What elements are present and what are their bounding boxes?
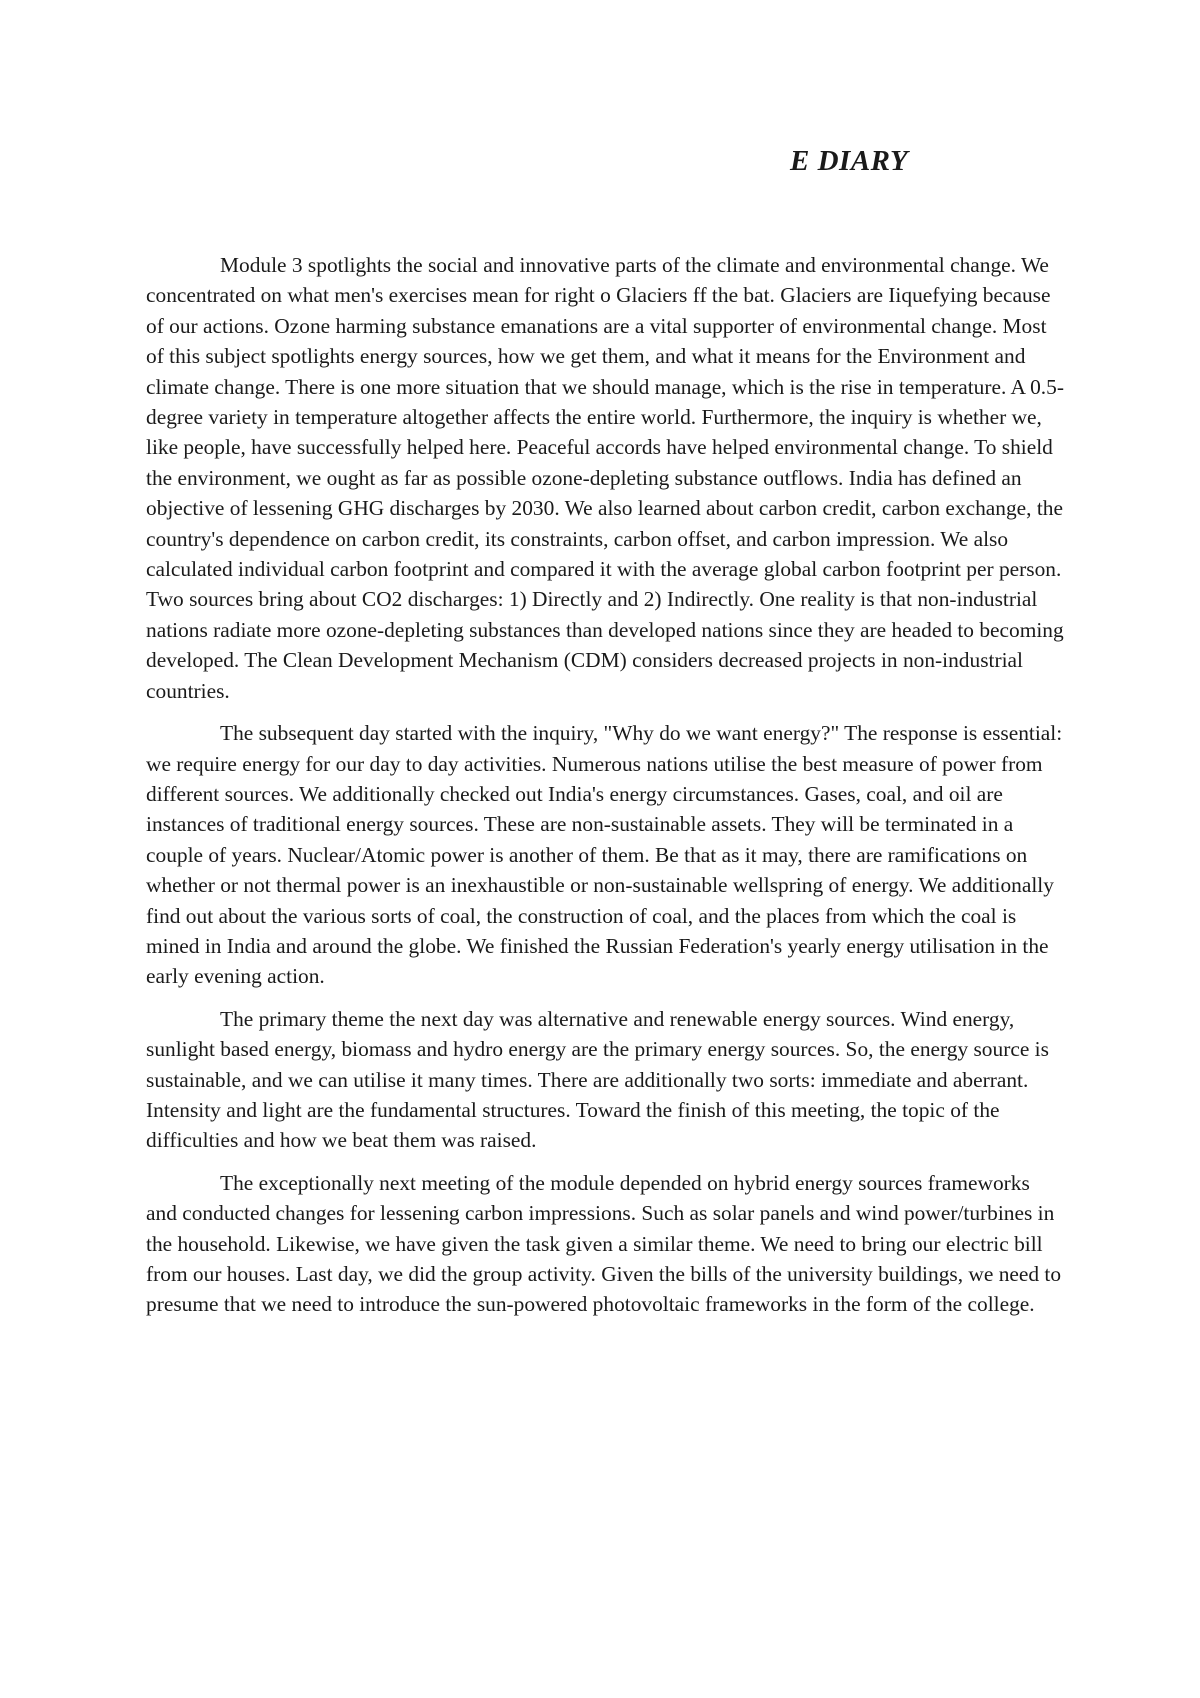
- paragraph-3: The primary theme the next day was alternative and renewable energy sources. Wind energy, sunlight based energy, biomass and hydro energy are the primary energy sources. So, the energy source is sustainable, and we can utilise it many times. There are additionally two sorts: immediate and aberrant. Intensity and light are the fundamental structures. Toward the finish of this meeting, the topic of the difficulties and how we beat them was raised.: [146, 1006, 1049, 1153]
- document-title: E DIARY: [790, 145, 909, 177]
- paragraph-1: Module 3 spotlights the social and innovative parts of the climate and environmental change. We concentrated on what men's exercises mean for right o Glaciers ff the bat. Glaciers are Iiquefying because of our actions. Ozone harming substance emanations are a vital supporter of environmental change. Most of this subject spotlights energy sources, how we get them, and what it means for the Environment and climate change. There is one more situation that we should manage, which is the rise in temperature. A 0.5-degree variety in temperature altogether affects the entire world. Furthermore, the inquiry is whether we, like people, have successfully helped here. Peaceful accords have helped environmental change. To shield the environment, we ought as far as possible ozone-depleting substance outflows. India has defined an objective of lessening GHG discharges by 2030. We also learned about carbon credit, carbon exchange, the country's dependence on carbon credit, its constraints, carbon offset, and carbon impression. We also calculated individual carbon footprint and compared it with the average global carbon footprint per person. Two sources bring about CO2 discharges: 1) Directly and 2) Indirectly. One reality is that non-industrial nations radiate more ozone-depleting substances than developed nations since they are headed to becoming developed. The Clean Development Mechanism (CDM) considers decreased projects in non-industrial countries.: [146, 253, 1064, 703]
- paragraph-2: The subsequent day started with the inquiry, "Why do we want energy?" The response is essential: we require energy for our day to day activities. Numerous nations utilise the best measure of power from different sources. We additionally checked out India's energy circumstances. Gases, coal, and oil are instances of traditional energy sources. These are non-sustainable assets. They will be terminated in a couple of years. Nuclear/Atomic power is another of them. Be that as it may, there are ramifications on whether or not thermal power is an inexhaustible or non-sustainable wellspring of energy. We additionally find out about the various sorts of coal, the construction of coal, and the places from which the coal is mined in India and around the globe. We finished the Russian Federation's yearly energy utilisation in the early evening action.: [146, 721, 1063, 989]
- paragraph-4: The exceptionally next meeting of the module depended on hybrid energy sources frameworks and conducted changes for lessening carbon impressions. Such as solar panels and wind power/turbines in the household. Likewise, we have given the task given a similar theme. We need to bring our electric bill from our houses. Last day, we did the group activity. Given the bills of the university buildings, we need to presume that we need to introduce the sun-powered photovoltaic frameworks in the form of the college.: [146, 1170, 1062, 1317]
- document-body: [146, 250, 1064, 1332]
